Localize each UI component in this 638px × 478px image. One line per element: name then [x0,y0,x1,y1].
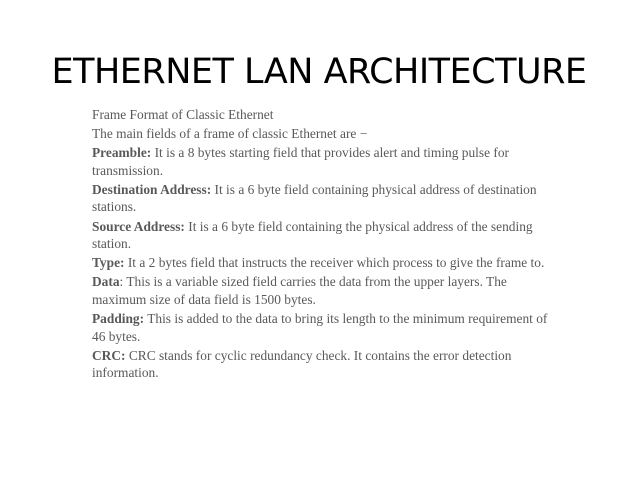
field-term: Padding: [92,311,145,327]
field-term: Preamble: [92,145,152,161]
field-preamble [92,144,552,179]
field-description: It a 2 bytes field that instructs the receiver which process to give the frame to. [124,255,545,271]
slide-body [92,106,552,383]
field-crc [92,347,552,382]
intro-line-frame-format: Frame Format of Classic Ethernet [92,107,274,122]
field-description: It is a 8 bytes starting field that provides alert and timing pulse for transmission. [92,145,509,178]
field-term: CRC: [92,347,126,363]
field-description: This is added to the data to bring its length to the minimum requirement of 46 bytes. [92,311,548,344]
field-destination-address [92,181,552,216]
field-term: Destination Address: [92,181,212,197]
field-description: It is a 6 byte field containing the physical address of the sending station. [92,218,533,252]
field-description: It is a 6 byte field containing physical address of destination stations. [92,181,537,215]
field-term: Source Address: [92,218,185,234]
slide-title: ETHERNET LAN ARCHITECTURE [51,52,587,92]
field-description: CRC stands for cyclic redundancy check. It contains the error detection information. [92,347,512,381]
field-data [92,273,552,308]
field-description: : This is a variable sized field carries the data from the upper layers. The maximum size of data field is 1500 bytes. [92,274,507,307]
field-term: Type: [92,255,125,271]
intro-line-main-fields: The main fields of a frame of classic Ethernet are − [92,126,368,142]
field-term: Data [92,274,120,290]
field-type [92,254,552,272]
field-padding [92,310,552,345]
field-source-address [92,218,552,253]
